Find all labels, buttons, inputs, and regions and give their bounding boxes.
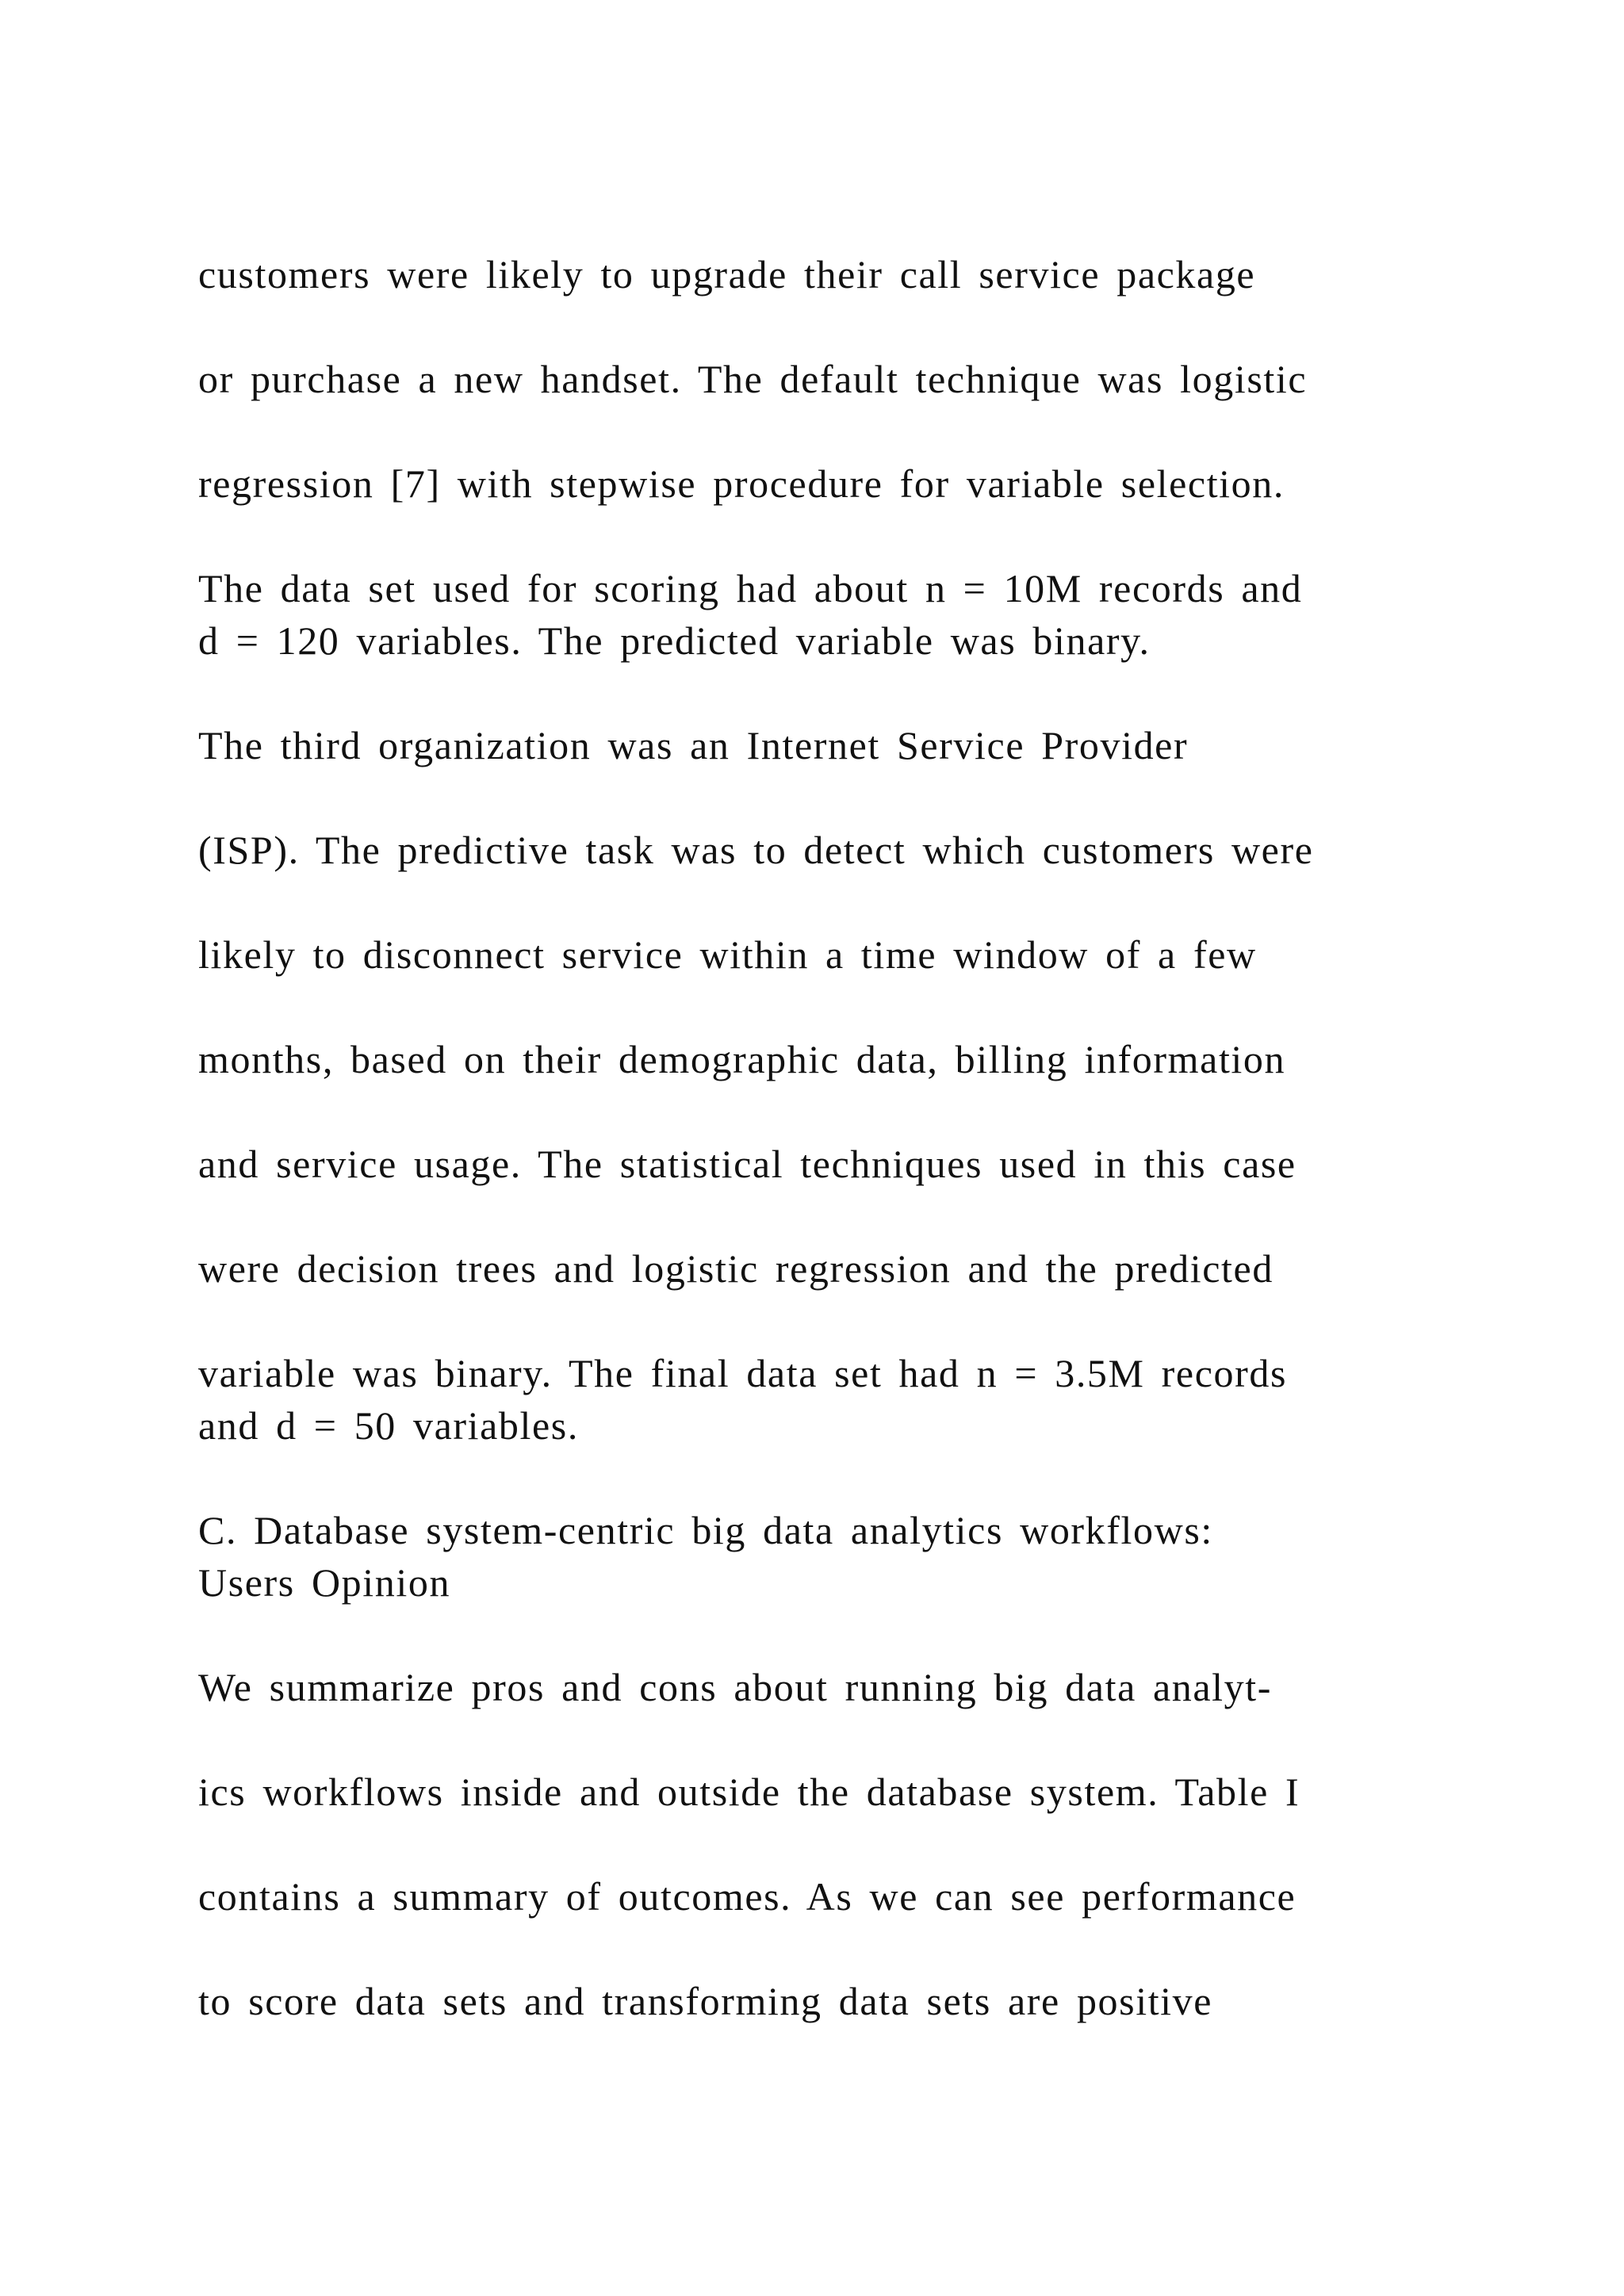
text-line: The third organization was an Internet Service Provider bbox=[198, 723, 1189, 767]
text-line: and service usage. The statistical techniques used in this case bbox=[198, 1142, 1297, 1186]
heading-line: Users Opinion bbox=[198, 1560, 451, 1605]
text-line: The data set used for scoring had about n = 10M records and bbox=[198, 566, 1303, 610]
text-line: and d = 50 variables. bbox=[198, 1403, 579, 1448]
text-line: variable was binary. The final data set had n = 3.5M records bbox=[198, 1351, 1288, 1395]
text-line: d = 120 variables. The predicted variable was binary. bbox=[198, 618, 1151, 663]
text-line: to score data sets and transforming data sets are positive bbox=[198, 1979, 1213, 2023]
text-line: months, based on their demographic data, billing information bbox=[198, 1037, 1286, 1081]
text-line: were decision trees and logistic regression and the predicted bbox=[198, 1246, 1274, 1291]
text-line: or purchase a new handset. The default technique was logistic bbox=[198, 357, 1308, 401]
text-line: (ISP). The predictive task was to detect which customers were bbox=[198, 828, 1314, 872]
text-line: regression [7] with stepwise procedure for variable selection. bbox=[198, 461, 1285, 506]
text-line: customers were likely to upgrade their call service package bbox=[198, 252, 1256, 297]
text-line: contains a summary of outcomes. As we can see performance bbox=[198, 1874, 1297, 1919]
text-line: ics workflows inside and outside the database system. Table I bbox=[198, 1770, 1300, 1814]
text-line: likely to disconnect service within a time window of a few bbox=[198, 932, 1257, 977]
heading-line: C. Database system-centric big data analytics workflows: bbox=[198, 1508, 1213, 1552]
text-line: We summarize pros and cons about running big data analyt- bbox=[198, 1665, 1273, 1709]
